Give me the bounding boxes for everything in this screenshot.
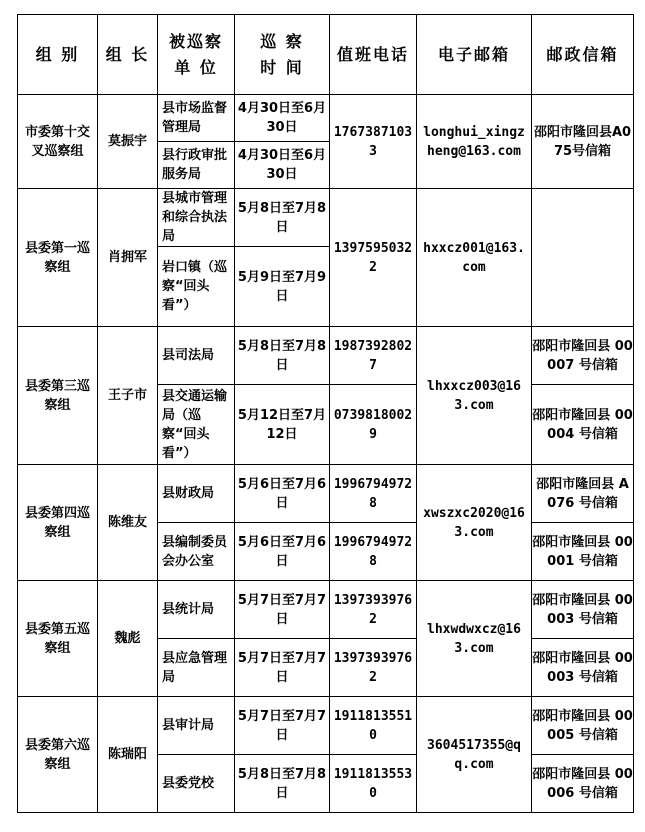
unit-cell: 县统计局 <box>158 581 235 639</box>
unit-cell: 县编制委员会办公室 <box>158 523 235 581</box>
header-leader: 组 长 <box>98 15 158 95</box>
unit-cell: 县委党校 <box>158 755 235 813</box>
header-time <box>235 15 330 95</box>
table-row <box>18 697 634 755</box>
table-row <box>18 581 634 639</box>
post-cell: 邵阳市隆回县A075号信箱 <box>532 95 634 189</box>
unit-cell: 县司法局 <box>158 327 235 385</box>
table-row <box>18 465 634 523</box>
unit-cell: 岩口镇（巡察“回头看”） <box>158 247 235 327</box>
header-unit-line2: 单 位 <box>174 57 218 77</box>
email-cell: lhxxcz003@163.com <box>417 327 532 465</box>
post-cell: 邵阳市隆回县 00001 号信箱 <box>532 523 634 581</box>
phone-cell: 17673871033 <box>330 95 417 189</box>
unit-cell: 县城市管理和综合执法局 <box>158 189 235 247</box>
group-leader: 王子市 <box>98 327 158 465</box>
group-name: 县委第一巡察组 <box>18 189 98 327</box>
phone-cell: 19967949728 <box>330 465 417 523</box>
phone-cell: 13973939762 <box>330 581 417 639</box>
email-cell: lhxwdwxcz@163.com <box>417 581 532 697</box>
table-row <box>18 189 634 247</box>
group-name: 市委第十交叉巡察组 <box>18 95 98 189</box>
phone-cell: 19118135530 <box>330 755 417 813</box>
time-cell: 5月9日至7月9日 <box>235 247 330 327</box>
group-leader: 陈瑞阳 <box>98 697 158 813</box>
header-time-line2: 时 间 <box>260 57 304 77</box>
unit-cell: 县行政审批服务局 <box>158 142 235 189</box>
phone-cell: 19118135510 <box>330 697 417 755</box>
time-cell: 5月7日至7月7日 <box>235 639 330 697</box>
post-cell: 邵阳市隆回县 00004 号信箱 <box>532 385 634 465</box>
group-name: 县委第五巡察组 <box>18 581 98 697</box>
table-row <box>18 95 634 142</box>
header-row <box>18 15 634 95</box>
post-cell: 邵阳市隆回县 00003 号信箱 <box>532 639 634 697</box>
post-cell: 邵阳市隆回县 A076 号信箱 <box>532 465 634 523</box>
header-time-line1: 巡 察 <box>260 31 304 51</box>
phone-cell: 19873928027 <box>330 327 417 385</box>
time-cell: 4月30日至6月30日 <box>235 95 330 142</box>
email-cell: longhui_xingzheng@163.com <box>417 95 532 189</box>
header-post: 邮政信箱 <box>532 15 634 95</box>
table-row <box>18 327 634 385</box>
phone-cell: 19967949728 <box>330 523 417 581</box>
time-cell: 5月12日至7月12日 <box>235 385 330 465</box>
unit-cell: 县交通运输局（巡察“回头看”） <box>158 385 235 465</box>
header-group: 组 别 <box>18 15 98 95</box>
group-name: 县委第六巡察组 <box>18 697 98 813</box>
time-cell: 5月7日至7月7日 <box>235 697 330 755</box>
email-cell: xwszxc2020@163.com <box>417 465 532 581</box>
unit-cell: 县审计局 <box>158 697 235 755</box>
time-cell: 5月6日至7月6日 <box>235 465 330 523</box>
time-cell: 5月8日至7月8日 <box>235 755 330 813</box>
group-leader: 陈维友 <box>98 465 158 581</box>
group-leader: 莫振宇 <box>98 95 158 189</box>
time-cell: 5月6日至7月6日 <box>235 523 330 581</box>
header-unit <box>158 15 235 95</box>
phone-cell: 13973939762 <box>330 639 417 697</box>
post-cell: 邵阳市隆回县 00007 号信箱 <box>532 327 634 385</box>
unit-cell: 县市场监督管理局 <box>158 95 235 142</box>
time-cell: 5月8日至7月8日 <box>235 327 330 385</box>
group-name: 县委第三巡察组 <box>18 327 98 465</box>
phone-cell: 07398180029 <box>330 385 417 465</box>
unit-cell: 县财政局 <box>158 465 235 523</box>
inspection-schedule-table <box>17 14 634 813</box>
unit-cell: 县应急管理局 <box>158 639 235 697</box>
post-cell: 邵阳市隆回县 00006 号信箱 <box>532 755 634 813</box>
header-email: 电子邮箱 <box>417 15 532 95</box>
header-unit-line1: 被巡察 <box>168 31 223 51</box>
time-cell: 5月8日至7月8日 <box>235 189 330 247</box>
post-cell <box>532 189 634 327</box>
phone-cell: 13975950322 <box>330 189 417 327</box>
email-cell: 3604517355@qq.com <box>417 697 532 813</box>
group-leader: 魏彪 <box>98 581 158 697</box>
header-phone: 值班电话 <box>330 15 417 95</box>
time-cell: 5月7日至7月7日 <box>235 581 330 639</box>
group-leader: 肖拥军 <box>98 189 158 327</box>
post-cell: 邵阳市隆回县 00003 号信箱 <box>532 581 634 639</box>
group-name: 县委第四巡察组 <box>18 465 98 581</box>
email-cell: hxxcz001@163.com <box>417 189 532 327</box>
time-cell: 4月30日至6月30日 <box>235 142 330 189</box>
post-cell: 邵阳市隆回县 00005 号信箱 <box>532 697 634 755</box>
